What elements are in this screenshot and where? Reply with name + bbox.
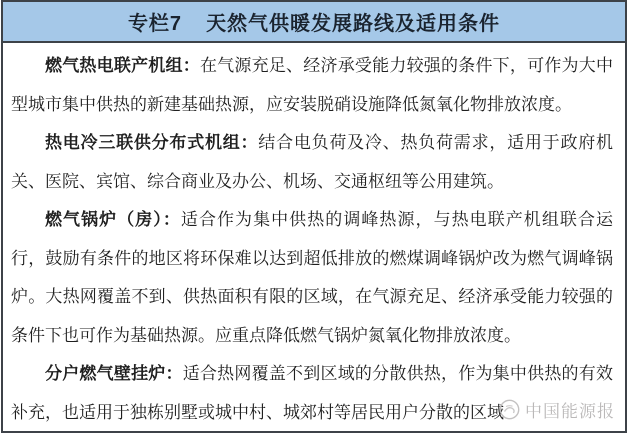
paragraph-cchp-unit bbox=[11, 124, 613, 201]
watermark-label: 中国能源报 bbox=[525, 402, 615, 421]
paragraph-chp-unit bbox=[11, 47, 613, 124]
paragraph-gas-boiler bbox=[11, 201, 613, 355]
paragraph-lead: 燃气热电联产机组： bbox=[45, 56, 200, 75]
paragraph-lead: 热电冷三联供分布式机组： bbox=[45, 133, 259, 152]
paragraph-text: 适合作为集中供热的调峰热源，与热电联产机组联合运行，鼓励有条件的地区将环保难以达到超低排放的燃煤调峰锅炉改为燃气调峰锅炉。大热网覆盖不到、供热面积有限的区域，在气源充足、经济承受能力较强的条件下也可作为基础热源。应重点降低燃气锅炉氮氧化物排放浓度。 bbox=[11, 210, 614, 345]
paragraph-text: 适合热网覆盖不到区域的分散供热，作为集中供热的有效补充，也适用于独栋别墅或城中村、城郊村等居民用户分散的区域 bbox=[11, 364, 613, 422]
china-energy-news-logo-icon bbox=[499, 399, 520, 420]
column-body-text bbox=[3, 43, 625, 432]
column-header-band bbox=[3, 2, 625, 43]
paragraph-text: 在气源充足、经济承受能力较强的条件下，可作为大中型城市集中供热的新建基础热源，应安装脱硝设施降低氮氧化物排放浓度。 bbox=[11, 56, 613, 114]
paragraph-lead: 分户燃气壁挂炉： bbox=[45, 364, 183, 383]
column-number-label: 专栏7 bbox=[127, 13, 183, 35]
paragraph-lead: 燃气锅炉（房）： bbox=[45, 210, 181, 229]
column-box bbox=[1, 0, 627, 433]
watermark bbox=[499, 397, 615, 422]
column-title: 天然气供暖发展路线及适用条件 bbox=[206, 13, 501, 35]
paragraph-text: 结合电负荷及冷、热负荷需求，适用于政府机关、医院、宾馆、综合商业及办公、机场、交通枢纽等公用建筑。 bbox=[11, 133, 614, 191]
